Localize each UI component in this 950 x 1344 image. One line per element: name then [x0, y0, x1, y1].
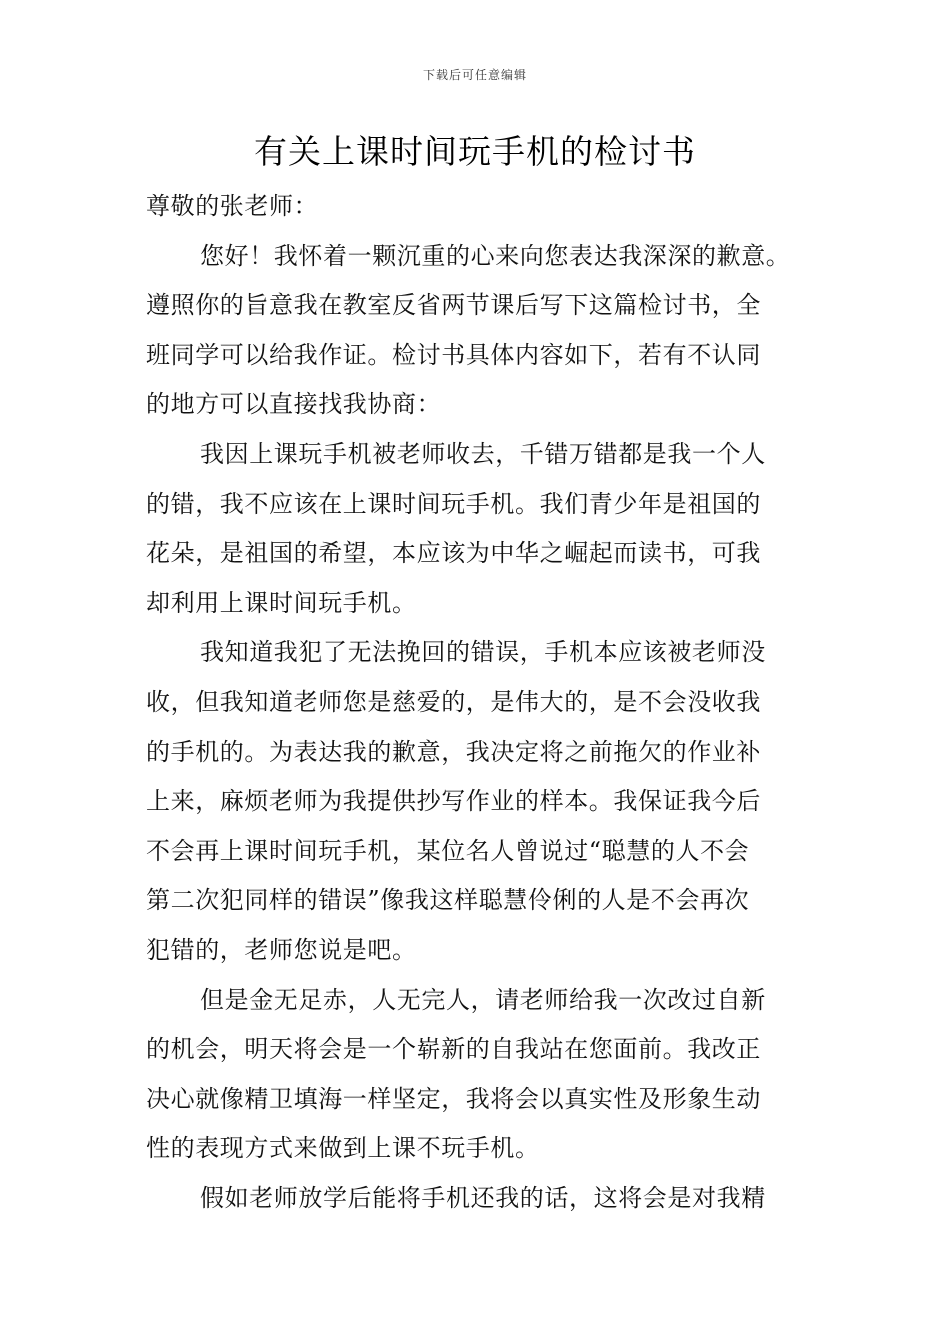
paragraph-line: 我因上课玩手机被老师收去，千错万错都是我一个人: [200, 439, 766, 468]
paragraph-line: 但是金无足赤，人无完人，请老师给我一次改过自新: [200, 985, 766, 1014]
paragraph-line: 却利用上课时间玩手机。: [146, 588, 417, 617]
paragraph-line: 第二次犯同样的错误”像我这样聪慧伶俐的人是不会再次: [146, 886, 750, 915]
header-note: 下载后可任意编辑: [422, 68, 527, 82]
paragraph-line: 的地方可以直接找我协商：: [146, 390, 442, 419]
paragraph-line: 上来，麻烦老师为我提供抄写作业的样本。我保证我今后: [146, 787, 761, 816]
paragraph-line: 犯错的，老师您说是吧。: [146, 935, 417, 964]
paragraph-line: 的错，我不应该在上课时间玩手机。我们青少年是祖国的: [146, 489, 761, 518]
paragraph-line: 遵照你的旨意我在教室反省两节课后写下这篇检讨书，全: [146, 291, 761, 320]
paragraph-line: 决心就像精卫填海一样坚定，我将会以真实性及形象生动: [146, 1084, 761, 1113]
document-title: 有关上课时间玩手机的检讨书: [254, 132, 696, 171]
paragraph-line: 班同学可以给我作证。检讨书具体内容如下，若有不认同: [146, 340, 761, 369]
paragraph-line: 收，但我知道老师您是慈爱的，是伟大的，是不会没收我: [146, 687, 761, 716]
paragraph-line: 的机会，明天将会是一个崭新的自我站在您面前。我改正: [146, 1035, 761, 1064]
paragraph-line: 您好！我怀着一颗沉重的心来向您表达我深深的歉意。: [200, 241, 791, 270]
letter-body: [146, 182, 810, 1223]
paragraph-line: 的手机的。为表达我的歉意，我决定将之前拖欠的作业补: [146, 737, 761, 766]
paragraph-line: 花朵，是祖国的希望，本应该为中华之崛起而读书，可我: [146, 539, 761, 568]
paragraph-line: 不会再上课时间玩手机，某位名人曾说过“聪慧的人不会: [146, 836, 750, 865]
paragraph-line: 性的表现方式来做到上课不玩手机。: [146, 1134, 540, 1163]
paragraph-line: 假如老师放学后能将手机还我的话，这将会是对我精: [200, 1183, 766, 1212]
paragraph-line: 我知道我犯了无法挽回的错误，手机本应该被老师没: [200, 638, 766, 667]
salutation-line: 尊敬的张老师：: [146, 192, 319, 220]
